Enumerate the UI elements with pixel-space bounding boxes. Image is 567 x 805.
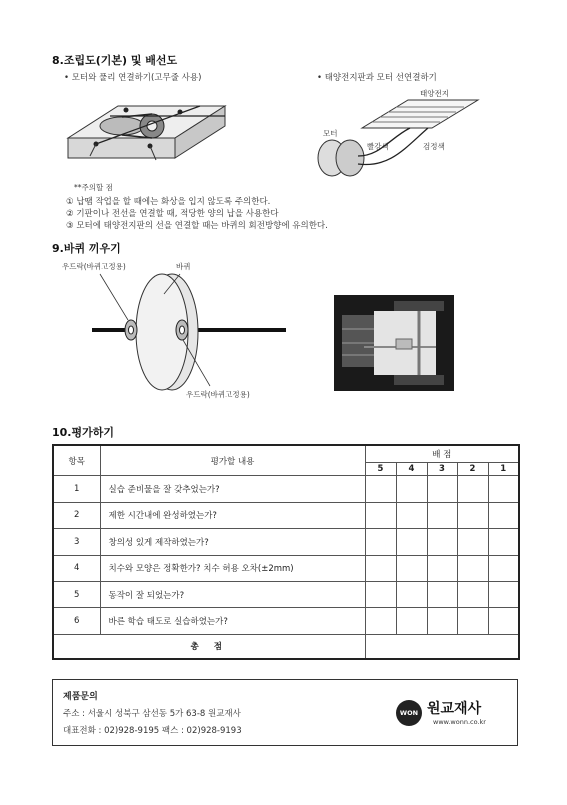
score-cell[interactable] (396, 608, 427, 634)
section10-title: 10.평가하기 (52, 426, 114, 439)
company-logo-icon: WON (396, 700, 422, 726)
score-cell[interactable] (457, 529, 488, 555)
score-cell[interactable] (396, 555, 427, 581)
score-cell[interactable] (365, 555, 396, 581)
score-cell[interactable] (365, 581, 396, 607)
motor-label: 모터 (323, 129, 338, 138)
row-text: 바른 학습 태도로 실습하였는가? (100, 608, 365, 634)
row-text: 동작이 잘 되었는가? (100, 581, 365, 607)
red-wire-label: 빨강색 (367, 142, 389, 151)
contact-footer (52, 679, 518, 746)
score-cell[interactable] (488, 555, 519, 581)
header-score: 배 점 (365, 445, 519, 462)
section9-title: 9.바퀴 끼우기 (52, 242, 121, 255)
score-cell[interactable] (488, 608, 519, 634)
solar-panel-label: 태양전지 (420, 89, 449, 98)
row-text: 제한 시간내에 완성하였는가? (100, 502, 365, 528)
table-row (53, 476, 519, 502)
header-no: 항목 (53, 445, 100, 476)
score-cell[interactable] (365, 529, 396, 555)
row-text: 치수와 모양은 정확한가? 치수 허용 오차(±2mm) (100, 555, 365, 581)
wheel-assembly-diagram (60, 270, 300, 392)
header-content: 평가할 내용 (100, 445, 365, 476)
row-no: 2 (53, 502, 100, 528)
table-row (53, 502, 519, 528)
score-cell[interactable] (488, 581, 519, 607)
evaluation-table (52, 444, 520, 660)
table-row (53, 529, 519, 555)
company-url[interactable]: www.wonn.co.kr (433, 718, 486, 726)
company-name: 원교재사 (427, 701, 482, 717)
total-row (53, 634, 519, 659)
footer-title: 제품문의 (63, 692, 98, 702)
score-cell[interactable] (457, 581, 488, 607)
score-cell[interactable] (427, 476, 457, 502)
footer-phone: 대표전화 : 02)928-9195 팩스 : 02)928-9193 (63, 726, 242, 736)
table-row (53, 581, 519, 607)
score-cell[interactable] (396, 476, 427, 502)
score-col: 1 (488, 462, 519, 475)
row-no: 6 (53, 608, 100, 634)
score-cell[interactable] (457, 476, 488, 502)
footer-address: 주소 : 서울시 성북구 삼선동 5가 63-8 원교재사 (63, 709, 241, 719)
score-cell[interactable] (396, 581, 427, 607)
solar-wiring-diagram (310, 98, 490, 180)
score-cell[interactable] (457, 555, 488, 581)
woodrock-bottom-label: 우드락(바퀴고정용) (186, 390, 250, 399)
total-score-cell[interactable] (365, 634, 519, 659)
row-text: 창의성 있게 제작하였는가? (100, 529, 365, 555)
score-cell[interactable] (488, 502, 519, 528)
score-cell[interactable] (427, 529, 457, 555)
score-cell[interactable] (396, 502, 427, 528)
note-1: ① 납땜 작업을 할 때에는 화상을 입지 않도록 주의한다. (66, 197, 271, 207)
score-col: 3 (427, 462, 457, 475)
score-col: 2 (457, 462, 488, 475)
score-cell[interactable] (427, 555, 457, 581)
section8-title: 8.조립도(기본) 및 배선도 (52, 54, 178, 67)
score-cell[interactable] (365, 502, 396, 528)
score-cell[interactable] (427, 502, 457, 528)
row-no: 3 (53, 529, 100, 555)
total-label: 총 점 (53, 634, 365, 659)
note-3: ③ 모터에 태양전지판의 선을 연결할 때는 바퀴의 회전방향에 유의한다. (66, 221, 328, 231)
notes-title: **주의할 점 (74, 183, 113, 192)
score-cell[interactable] (457, 502, 488, 528)
score-cell[interactable] (427, 581, 457, 607)
row-text: 실습 준비물을 잘 갖추었는가? (100, 476, 365, 502)
table-row (53, 608, 519, 634)
black-wire-label: 검정색 (423, 142, 445, 151)
score-col: 4 (396, 462, 427, 475)
left-caption: • 모터와 풀리 연결하기(고무줄 사용) (64, 73, 202, 83)
score-col: 5 (365, 462, 396, 475)
row-no: 1 (53, 476, 100, 502)
row-no: 5 (53, 581, 100, 607)
table-row (53, 555, 519, 581)
score-cell[interactable] (365, 608, 396, 634)
woodrock-top-label: 우드락(바퀴고정용) (62, 262, 126, 271)
score-cell[interactable] (365, 476, 396, 502)
right-caption: • 태양전지판과 모터 선연결하기 (317, 73, 437, 83)
score-cell[interactable] (427, 608, 457, 634)
score-cell[interactable] (488, 529, 519, 555)
score-cell[interactable] (488, 476, 519, 502)
note-2: ② 기판이나 전선을 연결할 때, 적당한 양의 납을 사용한다 (66, 209, 279, 219)
score-cell[interactable] (457, 608, 488, 634)
row-no: 4 (53, 555, 100, 581)
wheel-photo (334, 295, 454, 391)
score-cell[interactable] (396, 529, 427, 555)
wheel-label: 바퀴 (176, 262, 191, 271)
pulley-assembly-diagram (60, 86, 230, 174)
